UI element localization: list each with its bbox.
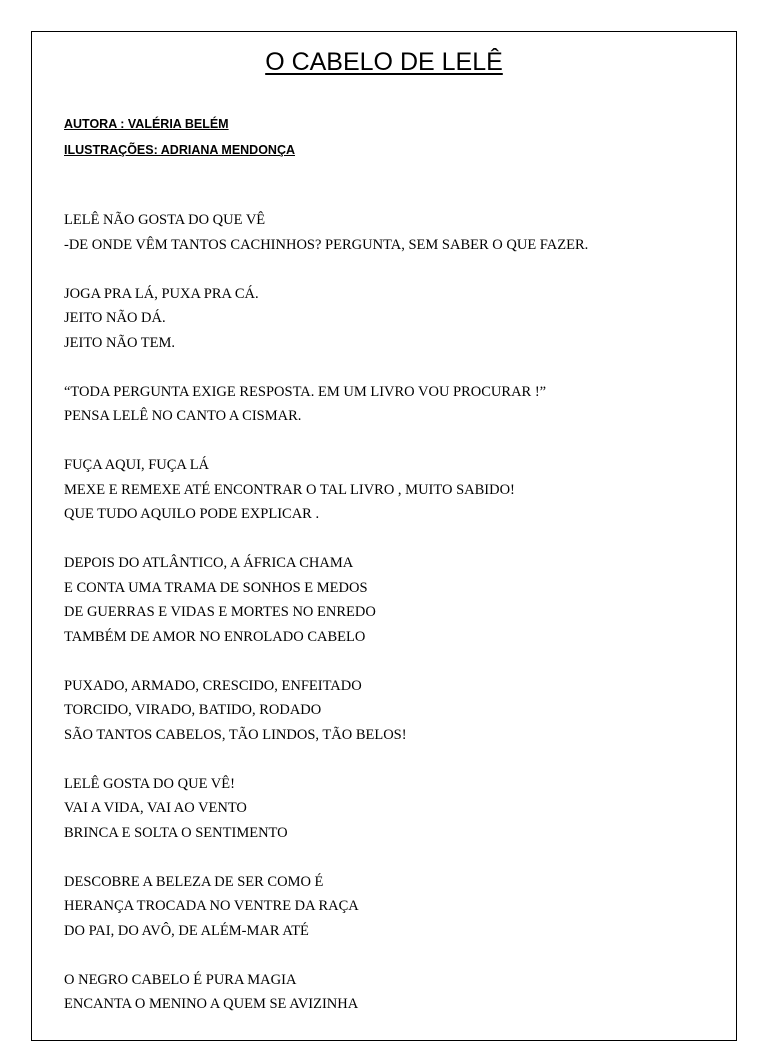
- poem-line: LELÊ GOSTA DO QUE VÊ!: [64, 775, 235, 792]
- poem-line: QUE TUDO AQUILO PODE EXPLICAR .: [64, 506, 320, 522]
- poem-line: O NEGRO CABELO É PURA MAGIA: [64, 971, 297, 988]
- poem-line: ENCANTA O MENINO A QUEM SE AVIZINHA: [64, 996, 359, 1012]
- poem-line: “TODA PERGUNTA EXIGE RESPOSTA. EM UM LIVRO VOU PROCURAR !”: [64, 383, 547, 400]
- poem-line: VAI A VIDA, VAI AO VENTO: [64, 800, 247, 816]
- poem-line: PENSA LELÊ NO CANTO A CISMAR.: [64, 408, 302, 424]
- poem-line: JEITO NÃO DÁ.: [64, 310, 166, 326]
- poem-stanza: [64, 551, 724, 649]
- poem-stanza: [64, 208, 724, 257]
- poem-stanza: [64, 674, 724, 748]
- poem-stanza: [64, 772, 724, 846]
- poem-stanza: [64, 968, 724, 1017]
- illustrations-credit: ILUSTRAÇÕES: ADRIANA MENDONÇA: [64, 143, 296, 157]
- poem-stanza: [64, 453, 724, 527]
- author-credit: AUTORA : VALÉRIA BELÉM: [64, 117, 229, 131]
- poem-line: SÃO TANTOS CABELOS, TÃO LINDOS, TÃO BELOS!: [64, 726, 407, 743]
- poem-stanza: [64, 282, 724, 356]
- poem-line: BRINCA E SOLTA O SENTIMENTO: [64, 824, 288, 841]
- poem-line: DO PAI, DO AVÔ, DE ALÉM-MAR ATÉ: [64, 922, 309, 939]
- poem-stanza: [64, 380, 724, 429]
- poem-body: [64, 208, 724, 1041]
- poem-stanza: [64, 870, 724, 944]
- poem-line: LELÊ NÃO GOSTA DO QUE VÊ: [64, 212, 266, 228]
- poem-line: JOGA PRA LÁ, PUXA PRA CÁ.: [64, 285, 259, 302]
- poem-line: DE GUERRAS E VIDAS E MORTES NO ENREDO: [64, 604, 376, 620]
- poem-line: FUÇA AQUI, FUÇA LÁ: [64, 457, 210, 473]
- poem-line: PUXADO, ARMADO, CRESCIDO, ENFEITADO: [64, 677, 362, 694]
- poem-line: E CONTA UMA TRAMA DE SONHOS E MEDOS: [64, 579, 368, 596]
- poem-line: TAMBÉM DE AMOR NO ENROLADO CABELO: [64, 628, 366, 645]
- poem-line: JEITO NÃO TEM.: [64, 334, 176, 351]
- poem-line: MEXE E REMEXE ATÉ ENCONTRAR O TAL LIVRO , MUITO SABIDO!: [64, 481, 515, 498]
- poem-line: -DE ONDE VÊM TANTOS CACHINHOS? PERGUNTA, SEM SABER O QUE FAZER.: [64, 236, 589, 253]
- poem-line: DESCOBRE A BELEZA DE SER COMO É: [64, 873, 324, 890]
- poem-line: DEPOIS DO ATLÂNTICO, A ÁFRICA CHAMA: [64, 555, 354, 571]
- poem-line: TORCIDO, VIRADO, BATIDO, RODADO: [64, 702, 322, 718]
- document-page: [31, 31, 737, 1041]
- document-title: O CABELO DE LELÊ: [265, 48, 503, 76]
- poem-line: HERANÇA TROCADA NO VENTRE DA RAÇA: [64, 898, 359, 914]
